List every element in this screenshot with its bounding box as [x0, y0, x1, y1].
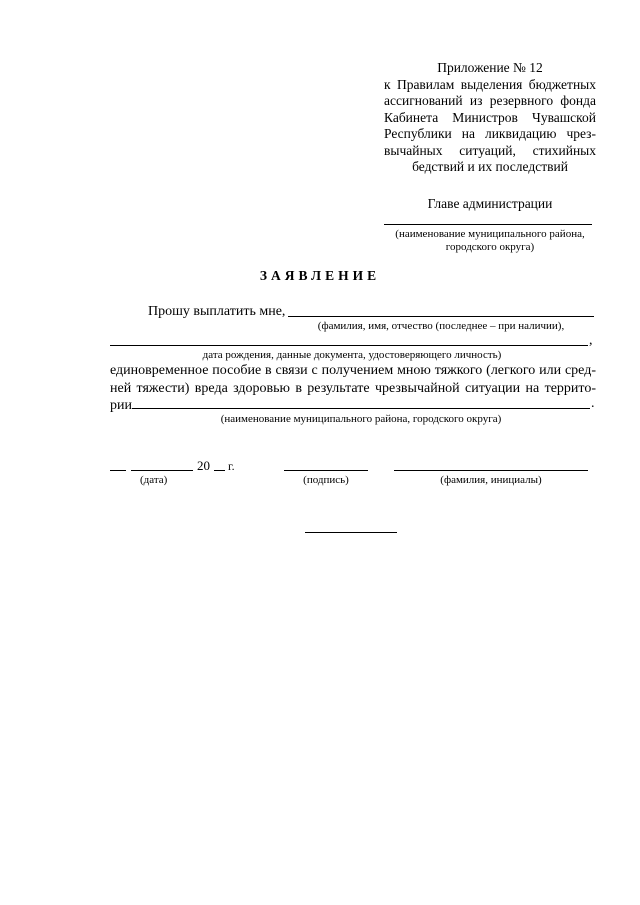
- addressee-caption: [384, 228, 596, 254]
- surname-initials-caption: (фамилия, инициалы): [440, 474, 542, 486]
- request-body-text: [110, 362, 596, 415]
- surname-initials-blank-line[interactable]: [394, 470, 588, 471]
- date-caption: (дата): [140, 474, 168, 486]
- appendix-line: ассигнований из резервного фонда: [384, 93, 596, 108]
- date-year-suffix: г.: [228, 459, 235, 473]
- appendix-line: Республики на ликвидацию чрез-: [384, 126, 596, 141]
- territory-period: .: [591, 396, 595, 411]
- date-year-blank[interactable]: [214, 470, 225, 471]
- document-title: ЗАЯВЛЕНИЕ: [259, 268, 381, 283]
- payment-request-prompt: Прошу выплатить мне,: [148, 304, 286, 319]
- birthdate-comma: ,: [589, 333, 593, 348]
- appendix-line: вычайных ситуаций, стихийных: [384, 142, 596, 158]
- body-last-word: рии: [110, 398, 132, 413]
- full-name-caption: (фамилия, имя, отчество (последнее – при наличии),: [317, 320, 565, 332]
- territory-caption: (наименование муниципального района, городского округа): [220, 413, 502, 425]
- date-year-prefix: 20: [197, 458, 210, 473]
- appendix-number: Приложение № 12: [437, 60, 543, 75]
- body-line: ней тяжести) вреда здоровью в результате чрезвычайной ситуации на террито-: [110, 380, 596, 396]
- appendix-line: бедствий и их последствий: [412, 159, 568, 174]
- addressee-blank-line[interactable]: [384, 224, 592, 225]
- signature-caption: (подпись): [303, 474, 349, 486]
- territory-blank-line[interactable]: [132, 408, 590, 409]
- full-name-blank-line[interactable]: [288, 316, 594, 317]
- body-line: единовременное пособие в связи с получением мною тяжкого (легкого или сред-: [110, 363, 596, 378]
- date-month-blank[interactable]: [131, 470, 193, 471]
- addressee-caption-line: городского округа): [445, 241, 535, 253]
- addressee-caption-line: (наименование муниципального района,: [395, 228, 585, 240]
- signature-blank-line[interactable]: [284, 470, 368, 471]
- appendix-line: Кабинета Министров Чувашской: [384, 109, 596, 125]
- appendix-line: к Правилам выделения бюджетных: [384, 76, 596, 92]
- appendix-header: [384, 60, 596, 176]
- end-of-document-divider: [305, 532, 397, 533]
- addressee-label: Главе администрации: [427, 196, 553, 211]
- date-day-blank[interactable]: [110, 470, 126, 471]
- birthdate-document-blank-line[interactable]: [110, 345, 588, 346]
- birthdate-document-caption: дата рождения, данные документа, удостоверяющего личность): [202, 349, 502, 361]
